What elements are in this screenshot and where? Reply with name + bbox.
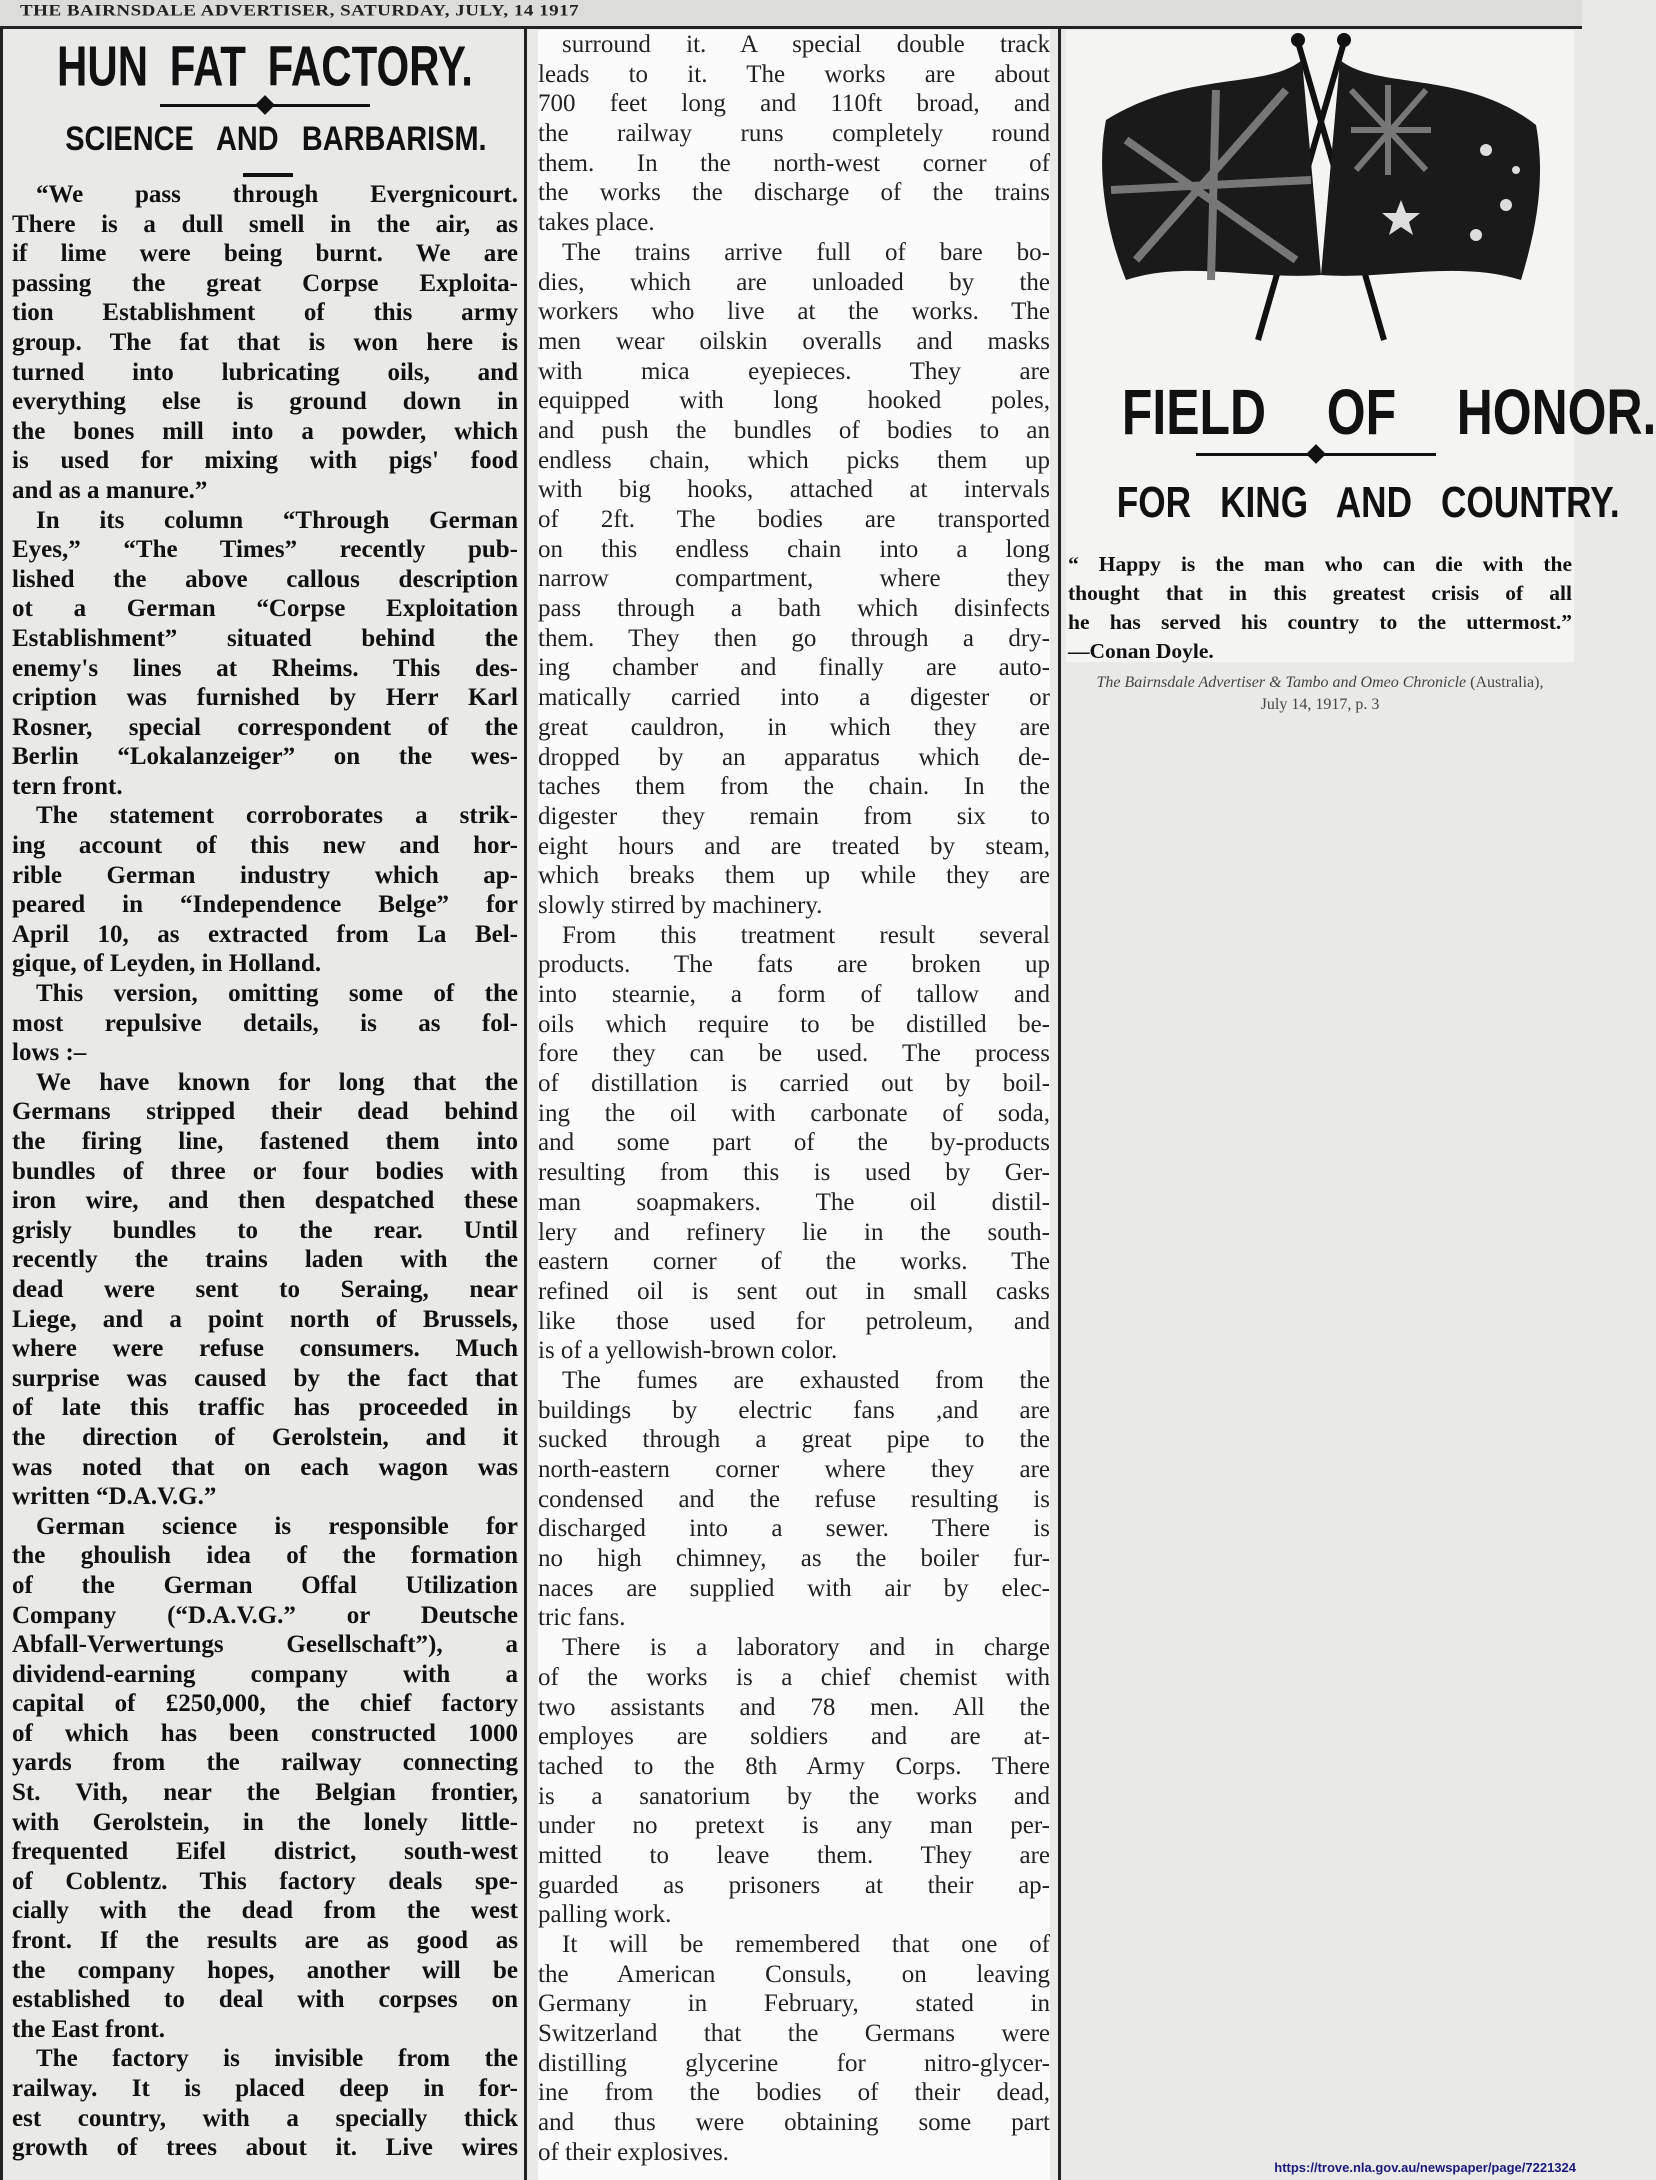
text-line: There is a laboratory and in charge xyxy=(562,1634,1050,1662)
text-line: grisly bundles to the rear. Until xyxy=(12,1216,518,1244)
text-line: workers who live at the works. The xyxy=(538,298,1050,326)
text-line: cially with the dead from the west xyxy=(12,1897,518,1925)
text-line: surround it. A special double track xyxy=(562,31,1050,58)
text-line: gique, of Leyden, in Holland. xyxy=(12,950,322,978)
caption-country: (Australia), xyxy=(1466,674,1544,691)
paragraph xyxy=(538,238,1050,921)
paragraph xyxy=(12,506,518,802)
text-line: ing account of this new and hor- xyxy=(12,832,518,860)
text-line: the American Consuls, on leaving xyxy=(538,1960,1050,1988)
text-line: great cauldron, in which they are xyxy=(538,713,1050,741)
column-rule-left xyxy=(0,28,3,2180)
text-line: This version, omitting some of the xyxy=(36,980,518,1008)
article-column-2 xyxy=(538,30,1050,2180)
text-line: north-eastern corner where they are xyxy=(538,1456,1050,1483)
text-line: discharged into a sewer. There is xyxy=(538,1515,1050,1543)
text-line: equipped with long hooked poles, xyxy=(538,387,1050,415)
text-line: narrow compartment, where they xyxy=(538,565,1050,593)
text-line: is a sanatorium by the works and xyxy=(538,1782,1050,1810)
text-line: frequented Eifel district, south-west xyxy=(12,1838,518,1866)
text-line: Abfall-Verwertungs Gesellschaft”), a xyxy=(12,1631,518,1659)
text-line: distilling glycerine for nitro-glycer- xyxy=(538,2049,1050,2077)
text-line: “We pass through Evergnicourt. xyxy=(36,181,518,208)
text-line: dropped by an apparatus which de- xyxy=(538,743,1050,771)
text-line: front. If the results are as good as xyxy=(12,1927,518,1955)
text-line: lery and refinery lie in the south- xyxy=(538,1218,1050,1246)
text-line: The trains arrive full of bare bo- xyxy=(562,238,1050,266)
text-line: no high chimney, as the boiler fur- xyxy=(538,1545,1050,1573)
text-line: the works the discharge of the trains xyxy=(538,179,1050,207)
text-line: Rosner, special correspondent of the xyxy=(12,713,518,741)
text-line: tached to the 8th Army Corps. There xyxy=(538,1752,1050,1780)
text-line: everything else is ground down in xyxy=(12,388,518,416)
text-line: taches them from the chain. In the xyxy=(538,773,1050,801)
text-line: of 2ft. The bodies are transported xyxy=(538,506,1050,533)
text-line: guarded as prisoners at their ap- xyxy=(538,1871,1050,1899)
text-line: Company (“D.A.V.G.” or Deutsche xyxy=(12,1601,518,1629)
text-line: on this endless chain into a long xyxy=(538,535,1050,563)
text-line: endless chain, which picks them up xyxy=(538,446,1050,474)
text-line: growth of trees about it. Live wires xyxy=(12,2134,518,2162)
text-line: German science is responsible for xyxy=(36,1512,518,1540)
text-line: palling work. xyxy=(538,1901,672,1929)
text-line: resulting from this is used by Ger- xyxy=(538,1159,1050,1187)
text-line: ine from the bodies of their dead, xyxy=(538,2079,1050,2107)
text-line: April 10, as extracted from La Bel- xyxy=(12,920,518,948)
paragraph xyxy=(538,1366,1050,1633)
text-line: capital of £250,000, the chief factory xyxy=(12,1690,518,1718)
text-line: of the works is a chief chemist with xyxy=(538,1663,1050,1691)
quote-attribution: —Conan Doyle. xyxy=(1068,639,1214,663)
text-line: dies, which are unloaded by the xyxy=(538,268,1050,296)
paragraph xyxy=(12,180,518,506)
text-line: the East front. xyxy=(12,2015,166,2043)
text-line: written “D.A.V.G.” xyxy=(12,1483,217,1511)
quote-line: thought that in this greatest crisis of all xyxy=(1068,581,1572,605)
paragraph xyxy=(12,979,518,1068)
text-line: and thus were obtaining some part xyxy=(538,2109,1050,2137)
text-line: was noted that on each wagon was xyxy=(12,1453,518,1481)
text-line: naces are supplied with air by elec- xyxy=(538,1574,1050,1602)
text-line: tern front. xyxy=(12,772,123,800)
sidebar-headline: FIELD OF HONOR. xyxy=(1121,376,1656,448)
masthead-rule xyxy=(0,26,1582,29)
text-line: Germans stripped their dead behind xyxy=(12,1098,518,1126)
source-url[interactable]: https://trove.nla.gov.au/newspaper/page/7221324 xyxy=(1274,2160,1576,2175)
text-line: is of a yellowish-brown color. xyxy=(538,1337,838,1365)
text-line: the firing line, fastened them into xyxy=(12,1128,518,1155)
article-subheadline: SCIENCE AND BARBARISM. xyxy=(65,120,487,158)
text-line: eight hours and are treated by steam, xyxy=(538,832,1050,860)
text-line: lished the above callous description xyxy=(12,565,518,593)
text-line: Switzerland that the Germans were xyxy=(538,2020,1050,2048)
quote-line: he has served his country to the uttermost.” xyxy=(1068,610,1572,634)
column-rule xyxy=(1058,28,1061,2180)
text-line: There is a dull smell in the air, as xyxy=(12,210,518,238)
text-line: From this treatment result several xyxy=(562,921,1050,949)
text-line: like those used for petroleum, and xyxy=(538,1307,1050,1335)
text-line: men wear oilskin overalls and masks xyxy=(538,327,1050,355)
text-line: the bones mill into a powder, which xyxy=(12,417,518,445)
text-line: We have known for long that the xyxy=(36,1068,518,1096)
paragraph xyxy=(12,2044,518,2162)
crossed-flags-illustration xyxy=(1066,30,1574,375)
text-line: if lime were being burnt. We are xyxy=(12,240,518,268)
text-line: Establishment” situated behind the xyxy=(12,624,518,652)
text-line: the direction of Gerolstein, and it xyxy=(12,1423,518,1451)
article-column-1 xyxy=(12,180,518,2163)
text-line: ing chamber and finally are auto- xyxy=(538,654,1050,682)
text-line: iron wire, and then despatched these xyxy=(12,1187,518,1215)
text-line: lows :– xyxy=(12,1039,87,1067)
paragraph xyxy=(12,1068,518,1512)
text-line: under no pretext is any man per- xyxy=(538,1812,1050,1840)
text-line: passing the great Corpse Exploita- xyxy=(12,269,518,297)
text-line: St. Vith, near the Belgian frontier, xyxy=(12,1779,518,1807)
text-line: railway. It is placed deep in for- xyxy=(12,2075,518,2102)
paragraph xyxy=(538,30,1050,238)
paragraph xyxy=(538,1633,1050,1930)
text-line: Liege, and a point north of Brussels, xyxy=(12,1305,518,1333)
text-line: In its column “Through German xyxy=(36,506,518,534)
paragraph xyxy=(538,1930,1050,2168)
text-line: condensed and the refuse resulting is xyxy=(538,1485,1050,1513)
masthead-text: THE BAIRNSDALE ADVERTISER, SATURDAY, JULY, 14 1917 xyxy=(20,2,580,20)
text-line: the ghoulish idea of the formation xyxy=(12,1542,518,1570)
short-rule xyxy=(243,173,293,177)
text-line: which breaks them up while they are xyxy=(538,862,1050,890)
text-line: turned into lubricating oils, and xyxy=(12,358,518,386)
text-line: them. In the north-west corner of xyxy=(538,149,1050,177)
paragraph xyxy=(538,921,1050,1366)
text-line: leads to it. The works are about xyxy=(538,60,1050,88)
text-line: man soapmakers. The oil distil- xyxy=(538,1188,1050,1216)
source-caption xyxy=(1066,672,1574,716)
text-line: eastern corner of the works. The xyxy=(538,1248,1050,1276)
text-line: The factory is invisible from the xyxy=(36,2045,518,2073)
text-line: of which has been constructed 1000 xyxy=(12,1719,518,1747)
text-line: The statement corroborates a strik- xyxy=(36,802,518,830)
text-line: ot a German “Corpse Exploitation xyxy=(12,595,518,623)
text-line: with big hooks, attached at intervals xyxy=(538,476,1050,504)
text-line: of their explosives. xyxy=(538,2138,729,2166)
text-line: where were refuse consumers. Much xyxy=(12,1335,518,1363)
text-line: recently the trains laden with the xyxy=(12,1246,518,1274)
field-of-honor-panel xyxy=(1066,30,1656,663)
text-line: cription was furnished by Herr Karl xyxy=(12,684,518,712)
text-line: bundles of three or four bodies with xyxy=(12,1157,518,1185)
text-line: takes place. xyxy=(538,209,655,237)
column-rule xyxy=(524,28,527,2180)
text-line: tric fans. xyxy=(538,1604,626,1632)
text-line: enemy's lines at Rheims. This des- xyxy=(12,654,518,682)
article-headline: HUN FAT FACTORY. xyxy=(57,34,473,98)
text-line: oils which require to be distilled be- xyxy=(538,1010,1050,1038)
text-line: the railway runs completely round xyxy=(538,120,1050,148)
text-line: It will be remembered that one of xyxy=(562,1931,1050,1958)
text-line: 700 feet long and 110ft broad, and xyxy=(538,90,1050,118)
text-line: products. The fats are broken up xyxy=(538,951,1050,979)
text-line: matically carried into a digester or xyxy=(538,684,1050,712)
text-line: tion Establishment of this army xyxy=(12,299,518,327)
quote-line: “ Happy is the man who can die with the xyxy=(1068,552,1572,576)
text-line: established to deal with corpses on xyxy=(12,1986,518,2014)
text-line: dead were sent to Seraing, near xyxy=(12,1275,518,1303)
text-line: dividend-earning company with a xyxy=(12,1660,518,1688)
sidebar-subheadline: FOR KING AND COUNTRY. xyxy=(1116,478,1620,527)
text-line: The fumes are exhausted from the xyxy=(562,1366,1050,1394)
text-line: pass through a bath which disinfects xyxy=(538,595,1050,623)
text-line: Berlin “Lokalanzeiger” on the wes- xyxy=(12,743,518,771)
paragraph xyxy=(12,1512,518,2045)
caption-title: The Bairnsdale Advertiser & Tambo and Omeo Chronicle xyxy=(1096,674,1467,691)
text-line: and some part of the by-products xyxy=(538,1129,1050,1157)
text-line: ing the oil with carbonate of soda, xyxy=(538,1099,1050,1127)
text-line: mitted to leave them. They are xyxy=(538,1841,1050,1869)
text-line: the company hopes, another will be xyxy=(12,1956,518,1984)
text-line: of Coblentz. This factory deals spe- xyxy=(12,1867,518,1895)
text-line: Germany in February, stated in xyxy=(538,1990,1050,2018)
text-line: peared in “Independence Belge” for xyxy=(12,891,518,919)
text-line: refined oil is sent out in small casks xyxy=(538,1277,1050,1305)
text-line: two assistants and 78 men. All the xyxy=(538,1693,1050,1721)
text-line: and as a manure.” xyxy=(12,476,208,504)
text-line: Eyes,” “The Times” recently pub- xyxy=(12,536,518,564)
paragraph xyxy=(12,801,518,979)
text-line: buildings by electric fans ,and are xyxy=(538,1396,1050,1424)
conan-doyle-quote xyxy=(1068,550,1572,666)
text-line: of distillation is carried out by boil- xyxy=(538,1070,1050,1098)
masthead xyxy=(0,0,1582,28)
text-line: est country, with a specially thick xyxy=(12,2104,518,2132)
text-line: and push the bundles of bodies to an xyxy=(538,416,1050,444)
caption-date: July 14, 1917, p. 3 xyxy=(1260,696,1380,713)
text-line: digester they remain from six to xyxy=(538,802,1050,830)
text-line: into stearnie, a form of tallow and xyxy=(538,981,1050,1008)
text-line: most repulsive details, is as fol- xyxy=(12,1009,518,1037)
text-line: group. The fat that is won here is xyxy=(12,328,518,356)
text-line: them. They then go through a dry- xyxy=(538,624,1050,652)
text-line: of late this traffic has proceeded in xyxy=(12,1394,518,1422)
text-line: sucked through a great pipe to the xyxy=(538,1426,1050,1454)
text-line: with mica eyepieces. They are xyxy=(538,357,1050,385)
text-line: surprise was caused by the fact that xyxy=(12,1364,518,1392)
text-line: yards from the railway connecting xyxy=(12,1749,518,1777)
text-line: rible German industry which ap- xyxy=(12,861,518,889)
text-line: slowly stirred by machinery. xyxy=(538,891,823,919)
text-line: of the German Offal Utilization xyxy=(12,1571,518,1599)
text-line: with Gerolstein, in the lonely little- xyxy=(12,1808,518,1836)
text-line: is used for mixing with pigs' food xyxy=(12,447,518,475)
text-line: employes are soldiers and are at- xyxy=(538,1723,1050,1751)
text-line: fore they can be used. The process xyxy=(538,1040,1050,1068)
